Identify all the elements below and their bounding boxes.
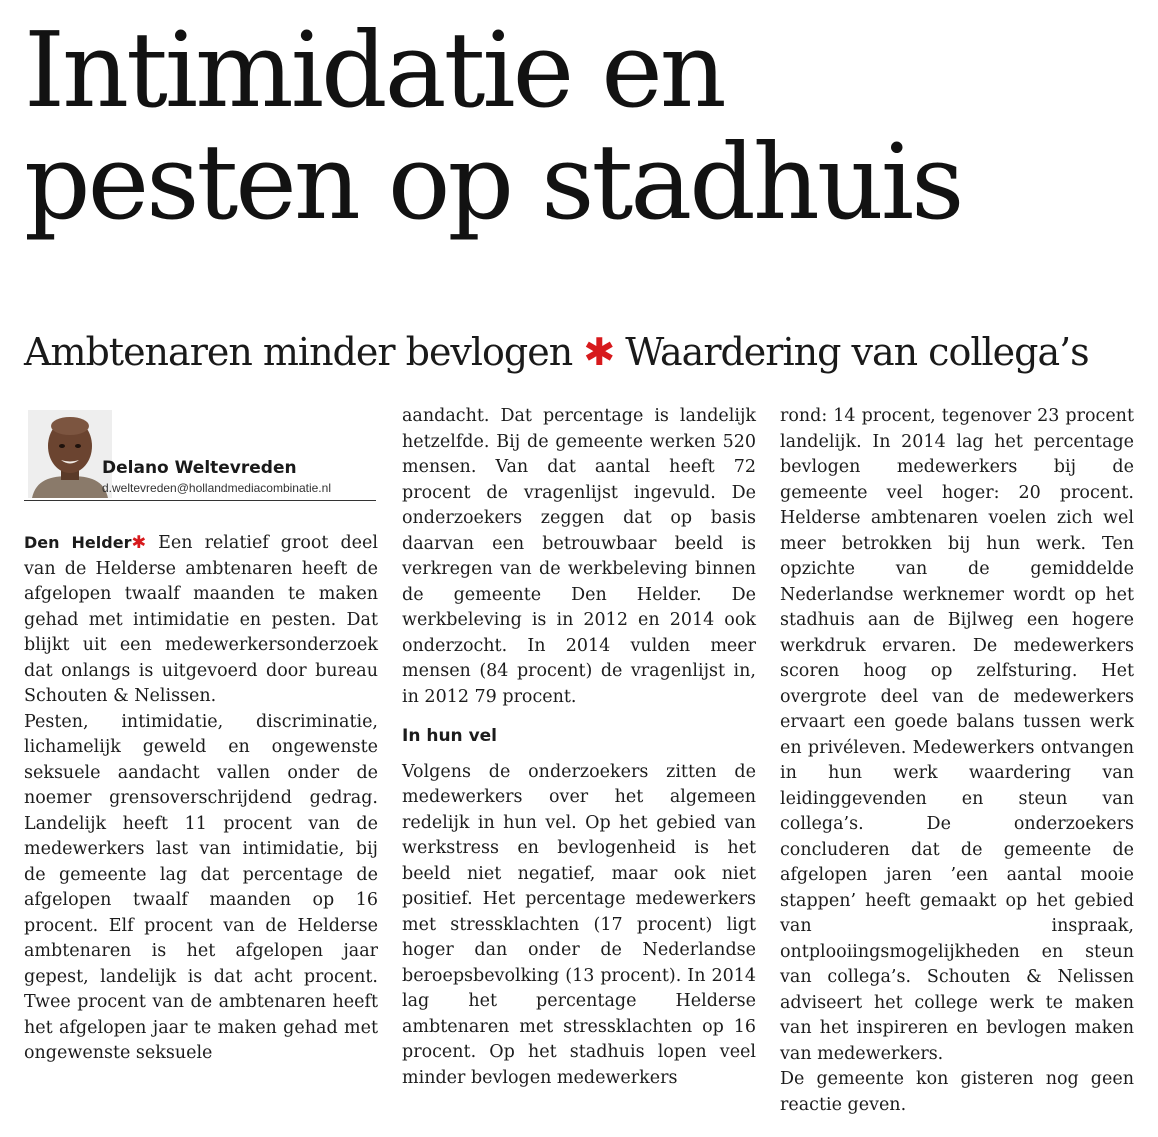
author-photo-icon [28, 410, 112, 498]
lead-text: Een relatief groot deel van de Helderse ambtenaren heeft de afgelopen twaalf maanden te maken gehad met intimidatie en pesten. Dat blijkt uit een medewerkersonderzoek dat onlangs is uitgevoerd door bureau Schouten & Nelissen. [24, 533, 378, 706]
column-1 [24, 530, 378, 1067]
interheading: In hun vel [402, 726, 498, 746]
column-3 [780, 404, 1134, 1118]
headline [24, 9, 1144, 243]
dateline: Den Helder [24, 533, 132, 552]
lead-paragraph [24, 530, 378, 710]
paragraph-6: De gemeente kon gisteren nog geen reactie geven. [780, 1069, 1134, 1115]
paragraph-5: rond: 14 procent, tegenover 23 procent landelijk. In 2014 lag het percentage bevlogen medewerkers bij de gemeente veel hoger: 20 procent. Helderse ambtenaren voelen zich wel meer betrokken bij hun werk. Ten opzichte van de gemiddelde Nederlandse werknemer wordt op het stadhuis aan de Bijlweg een hogere werkdruk ervaren. De medewerkers scoren hoog op zelfsturing. Het overgrote deel van de medewerkers ervaart een goede balans tussen werk en privéleven. Medewerkers ontvangen in hun werk waardering van leidinggevenden en steun van collega’s. De onderzoekers concluderen dat de gemeente de afgelopen jaren ’een aantal mooie stappen’ heeft gemaakt op het gebied van inspraak, ontplooiingsmogelijkheden en steun van collega’s. Schouten & Nelissen adviseert het college werk te maken van het inspireren en bevlogen maken van medewerkers. [780, 406, 1134, 1064]
headline-line-1: Intimidatie en [24, 9, 724, 131]
author-avatar [28, 410, 112, 498]
paragraph-3: aandacht. Dat percentage is landelijk hetzelfde. Bij de gemeente werken 520 mensen. Van dat aantal heeft 72 procent de vragenlijst ingevuld. De onderzoekers zeggen dat op basis daarvan een betrouwbaar beeld is verkregen van de werkbeleving binnen de gemeente Den Helder. De werkbeleving is in 2012 en 2014 ook onderzocht. In 2014 vulden meer mensen (84 procent) de vragenlijst in, in 2012 79 procent. [402, 406, 756, 707]
subheadline [24, 328, 1144, 376]
author-name: Delano Weltevreden [102, 458, 297, 478]
headline-line-2: pesten op stadhuis [24, 121, 962, 243]
paragraph-4: Volgens de onderzoekers zitten de medewerkers over het algemeen redelijk in hun vel. Op het gebied van werkstress en bevlogenheid is het beeld niet negatief, maar ook niet positief. Het percentage medewerkers met stressklachten (17 procent) ligt hoger dan onder de Nederlandse beroepsbevolking (13 procent). In 2014 lag het percentage Helderse ambtenaren met stressklachten op 16 procent. Op het stadhuis lopen veel minder bevlogen medewerkers [402, 761, 756, 1088]
byline [24, 408, 376, 501]
subhead-part-1: Ambtenaren minder bevlogen [24, 330, 573, 374]
dateline-asterisk-icon: ✱ [131, 533, 147, 553]
paragraph-2: Pesten, intimidatie, discriminatie, lichamelijk geweld en ongewenste seksuele aandacht vallen onder de noemer grensoverschrijdend gedrag. Landelijk heeft 11 procent van de medewerkers last van intimidatie, bij de gemeente lag dat percentage de afgelopen twaalf maanden op 16 procent. Elf procent van de Helderse ambtenaren is het afgelopen jaar gepest, landelijk is dat acht procent. Twee procent van de ambtenaren heeft het afgelopen jaar te maken gehad met ongewenste seksuele [24, 711, 378, 1063]
column-2 [402, 404, 756, 1091]
subhead-part-2: Waardering van collega’s [625, 330, 1089, 374]
asterisk-icon: ✱ [583, 330, 615, 374]
author-email: d.weltevreden@hollandmediacombinatie.nl [102, 481, 331, 495]
